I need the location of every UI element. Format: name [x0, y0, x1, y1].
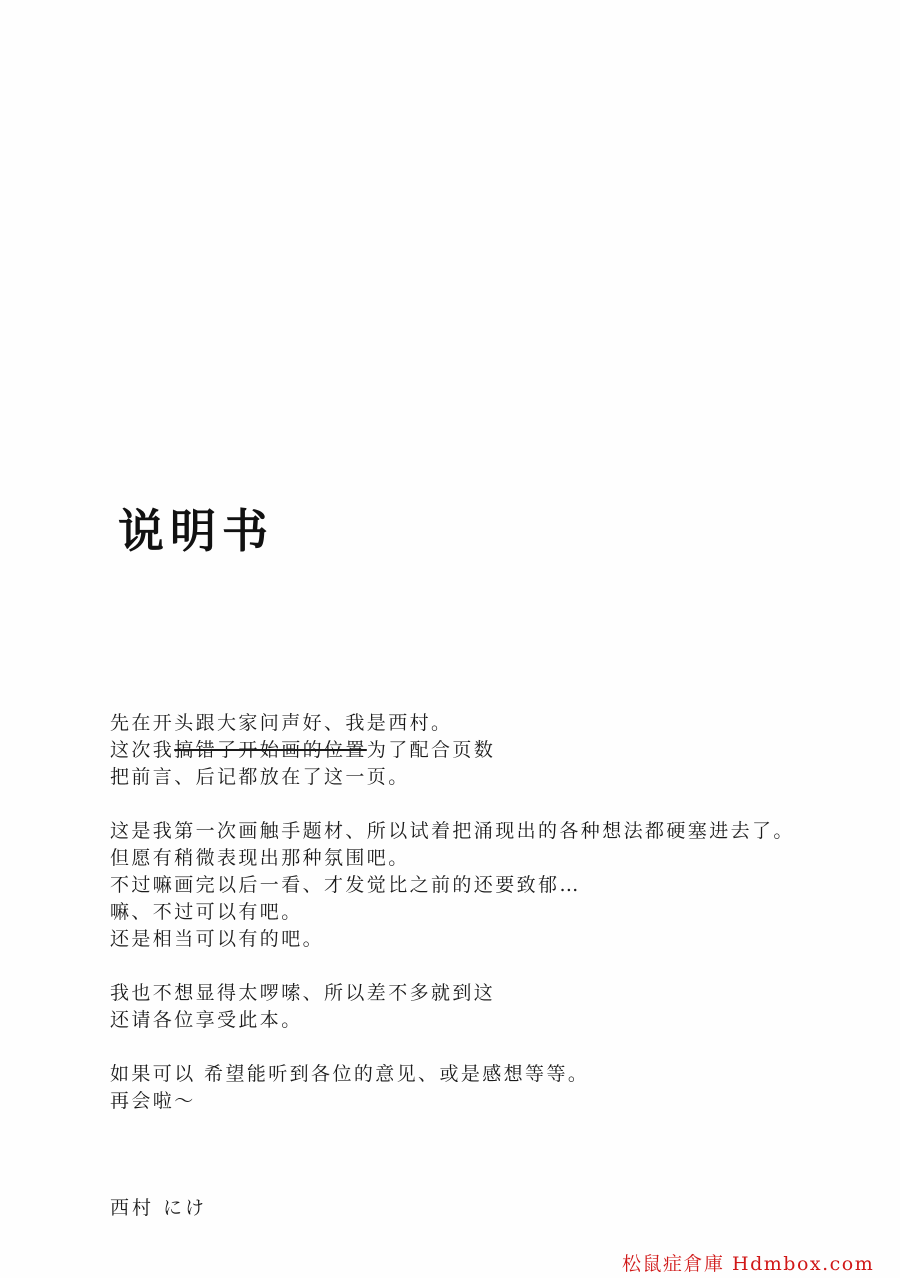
text-line: 这是我第一次画触手题材、所以试着把涌现出的各种想法都硬塞进去了。 [110, 820, 795, 842]
watermark: 松鼠症倉庫 Hdmbox.com [622, 1253, 875, 1275]
text-line: 再会啦～ [110, 1090, 196, 1112]
page-title: 说明书 [118, 504, 274, 558]
afterword-body [110, 710, 870, 1115]
text-line: 如果可以 希望能听到各位的意见、或是感想等等。 [110, 1063, 590, 1085]
paragraph-gap [110, 791, 870, 818]
text-line: 嘛、不过可以有吧。 [110, 901, 303, 923]
text-line: 把前言、后记都放在了这一页。 [110, 766, 410, 788]
text-line [110, 737, 870, 764]
author-signature: 西村 にけ [110, 1197, 208, 1219]
text-line: 还是相当可以有的吧。 [110, 928, 325, 950]
text-segment: 这次我 [110, 739, 175, 761]
text-line: 不过嘛画完以后一看、才发觉比之前的还要致郁… [110, 874, 581, 896]
strikethrough-text: 搞错了开始画的位置 [174, 739, 367, 761]
text-line: 先在开头跟大家问声好、我是西村。 [110, 712, 453, 734]
paragraph-gap [110, 1034, 870, 1061]
text-line: 还请各位享受此本。 [110, 1009, 303, 1031]
text-segment: 为了配合页数 [366, 739, 496, 761]
text-line: 我也不想显得太啰嗦、所以差不多就到这 [110, 982, 496, 1004]
paragraph-gap [110, 953, 870, 980]
text-line: 但愿有稍微表现出那种氛围吧。 [110, 847, 410, 869]
